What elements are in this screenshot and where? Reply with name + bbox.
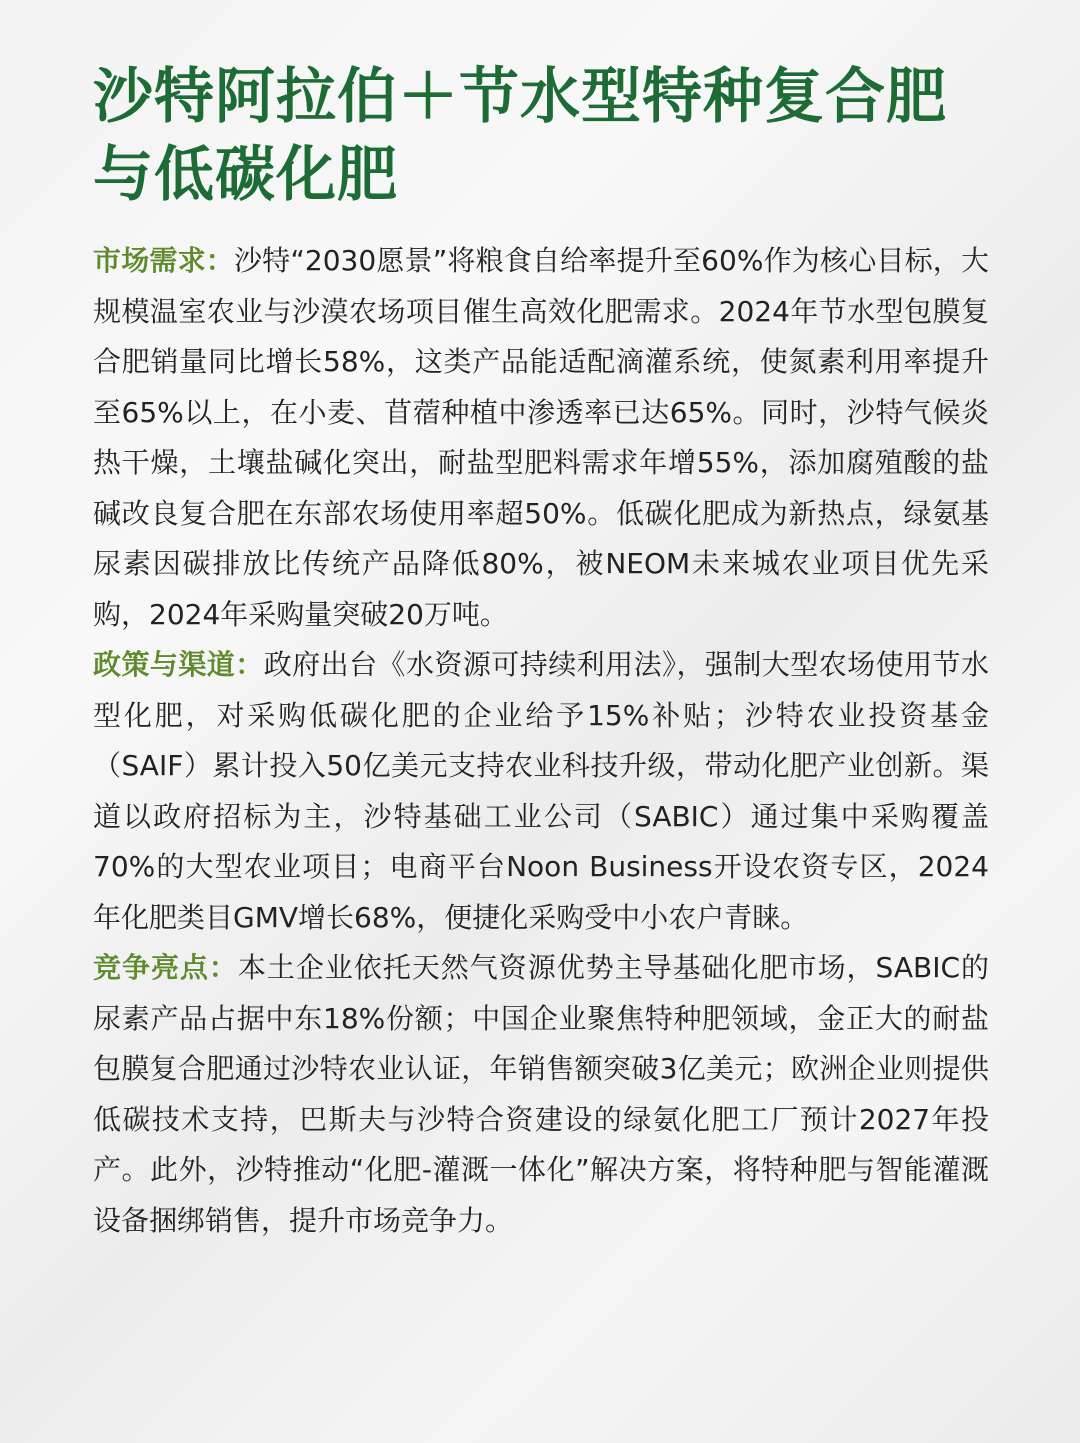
section-competition-highlights	[93, 943, 989, 1246]
section-market-demand	[93, 236, 989, 640]
page-title: 沙特阿拉伯＋节水型特种复合肥与低碳化肥	[93, 62, 947, 210]
article-body	[93, 236, 989, 1246]
section-policy-channels	[93, 640, 989, 943]
article	[93, 58, 989, 1246]
section-text: 本土企业依托天然气资源优势主导基础化肥市场，SABIC的尿素产品占据中东18%份额；中国企业聚焦特种肥领域，金正大的耐盐包膜复合肥通过沙特农业认证，年销售额突破3亿美元；欧洲企业则提供低碳技术支持，巴斯夫与沙特合资建设的绿氨化肥工厂预计2027年投产。此外，沙特推动“化肥-灌溉一体化”解决方案，将特种肥与智能灌溉设备捆绑销售，提升市场竞争力。	[93, 951, 989, 1237]
section-label: 竞争亮点：	[93, 951, 238, 984]
section-text: 政府出台《水资源可持续利用法》，强制大型农场使用节水型化肥，对采购低碳化肥的企业给予15%补贴；沙特农业投资基金（SAIF）累计投入50亿美元支持农业科技升级，带动化肥产业创新。渠道以政府招标为主，沙特基础工业公司（SABIC）通过集中采购覆盖70%的大型农业项目；电商平台Noon Business开设农资专区，2024年化肥类目GMV增长68%，便捷化采购受中小农户青睐。	[93, 648, 989, 934]
section-text: 沙特“2030愿景”将粮食自给率提升至60%作为核心目标，大规模温室农业与沙漠农场项目催生高效化肥需求。2024年节水型包膜复合肥销量同比增长58%，这类产品能适配滴灌系统，使氮素利用率提升至65%以上，在小麦、苜蓿种植中渗透率已达65%。同时，沙特气候炎热干燥，土壤盐碱化突出，耐盐型肥料需求年增55%，添加腐殖酸的盐碱改良复合肥在东部农场使用率超50%。低碳化肥成为新热点，绿氨基尿素因碳排放比传统产品降低80%，被NEOM未来城农业项目优先采购，2024年采购量突破20万吨。	[93, 244, 989, 631]
section-label: 政策与渠道：	[93, 648, 264, 681]
section-label: 市场需求：	[93, 244, 234, 277]
